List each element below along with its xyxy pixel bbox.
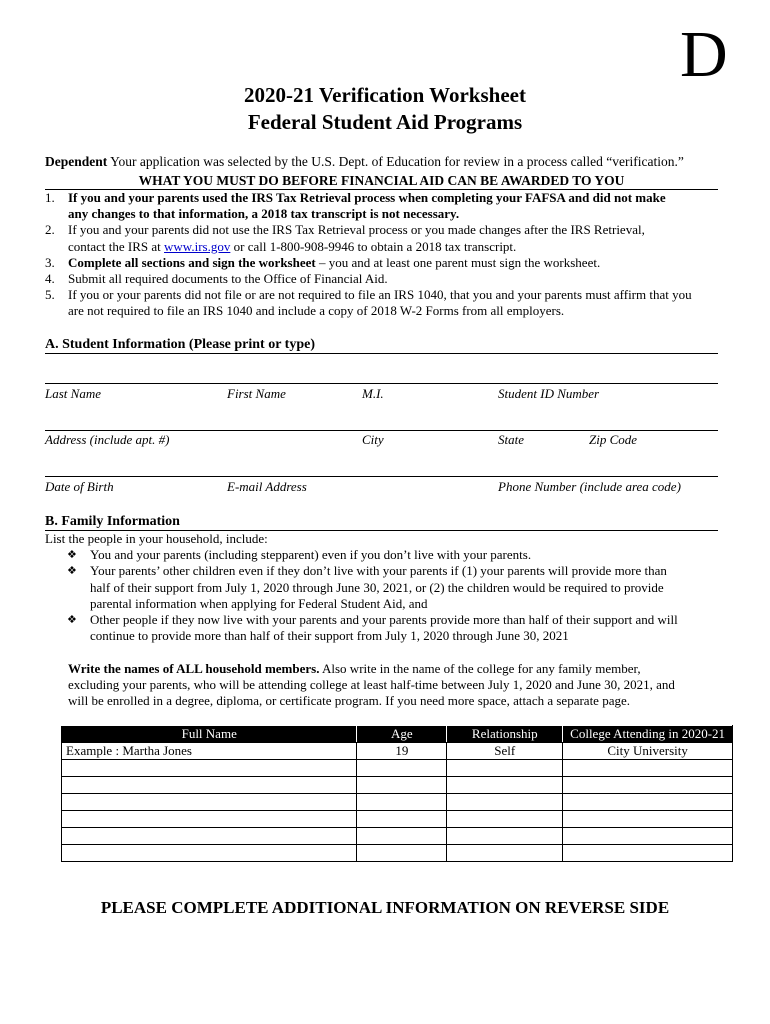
step-number: 2. xyxy=(45,222,55,238)
step-2 xyxy=(45,222,725,254)
step-text: If you or your parents did not file or are not required to file an IRS 1040, that you and your parents must affirm that you xyxy=(68,287,692,303)
intro-bold: Dependent xyxy=(45,154,108,169)
table-row xyxy=(62,794,733,811)
steps-list xyxy=(45,190,725,320)
college-cell[interactable] xyxy=(563,794,733,811)
bullet-text: Your parents’ other children even if they don’t live with your parents if (1) your parents will provide more than xyxy=(90,563,667,579)
name-cell[interactable] xyxy=(62,777,357,794)
intro-body: Your application was selected by the U.S. Dept. of Education for review in a process called “verification.” xyxy=(107,154,684,169)
relationship-cell[interactable] xyxy=(447,828,563,845)
last-name-label: Last Name xyxy=(45,386,101,401)
step-3 xyxy=(45,255,725,271)
relationship-cell[interactable] xyxy=(447,845,563,862)
table-header-row xyxy=(62,726,733,743)
relationship-cell[interactable] xyxy=(447,760,563,777)
example-age-cell: 19 xyxy=(357,743,447,760)
state-label: State xyxy=(498,432,524,447)
bullet-item xyxy=(45,612,725,644)
step-5 xyxy=(45,287,725,319)
step-text: any changes to that information, a 2018 tax transcript is not necessary. xyxy=(68,206,460,222)
table-row xyxy=(62,811,733,828)
col-header-age: Age xyxy=(357,726,447,743)
student-id-label: Student ID Number xyxy=(498,386,600,401)
bullet-text: You and your parents (including stepparent) even if you don’t live with your parents. xyxy=(90,547,532,563)
household-table xyxy=(61,725,733,862)
step-number: 1. xyxy=(45,190,55,205)
age-cell[interactable] xyxy=(357,777,447,794)
bullet-text: half of their support from July 1, 2020 through June 30, 2021, or (2) the children would be required to provide xyxy=(90,579,664,595)
college-cell[interactable] xyxy=(563,845,733,862)
table-row xyxy=(62,828,733,845)
step-bold: Complete all sections and sign the worksheet xyxy=(68,254,316,270)
step-text: If you and your parents did not use the IRS Tax Retrieval process or you made changes after the IRS Retrieval, xyxy=(68,222,645,238)
address-label: Address (include apt. #) xyxy=(45,432,170,447)
college-cell[interactable] xyxy=(563,811,733,828)
household-instructions xyxy=(68,661,728,710)
bullet-text: parental information when applying for Federal Student Aid, and xyxy=(90,595,428,611)
email-label: E-mail Address xyxy=(227,479,307,494)
age-cell[interactable] xyxy=(357,794,447,811)
college-cell[interactable] xyxy=(563,828,733,845)
section-b-heading: B. Family Information xyxy=(45,513,718,531)
relationship-cell[interactable] xyxy=(447,777,563,794)
step-1 xyxy=(45,190,725,222)
form-title: 2020-21 Verification Worksheet xyxy=(244,83,526,107)
bullet-item xyxy=(45,547,725,563)
college-cell[interactable] xyxy=(563,777,733,794)
household-instructions-text: Also write in the name of the college for any family member, xyxy=(319,661,641,676)
dob-label: Date of Birth xyxy=(45,479,114,494)
name-cell[interactable] xyxy=(62,811,357,828)
age-cell[interactable] xyxy=(357,845,447,862)
family-info xyxy=(45,531,725,644)
name-cell[interactable] xyxy=(62,828,357,845)
table-row xyxy=(62,845,733,862)
form-subtitle: Federal Student Aid Programs xyxy=(247,110,523,134)
footer-notice: PLEASE COMPLETE ADDITIONAL INFORMATION ON REVERSE SIDE xyxy=(100,898,670,917)
name-cell[interactable] xyxy=(62,845,357,862)
step-number: 5. xyxy=(45,287,55,303)
step-text: or call 1-800-908-9946 to obtain a 2018 tax transcript. xyxy=(230,238,517,254)
step-text: are not required to file an IRS 1040 and include a copy of 2018 W-2 Forms from all employers. xyxy=(68,303,565,319)
section-a-heading: A. Student Information (Please print or type) xyxy=(45,336,718,354)
bullet-text: continue to provide more than half of their support from July 1, 2020 through June 30, 2021 xyxy=(90,628,569,644)
relationship-cell[interactable] xyxy=(447,811,563,828)
college-cell[interactable] xyxy=(563,760,733,777)
step-text: If you and your parents used the IRS Tax Retrieval process when completing your FAFSA and did not make xyxy=(68,190,666,205)
household-instructions-text: will be enrolled in a degree, diploma, or certificate program. If you need more space, attach a separate page. xyxy=(68,693,630,709)
relationship-cell[interactable] xyxy=(447,794,563,811)
must-do-heading: WHAT YOU MUST DO BEFORE FINANCIAL AID CAN BE AWARDED TO YOU xyxy=(45,172,718,190)
household-instructions-text: excluding your parents, who will be attending college at least half-time between July 1, 2020 and June 30, 2021, and xyxy=(68,677,675,693)
address-line[interactable] xyxy=(45,430,718,431)
name-cell[interactable] xyxy=(62,760,357,777)
name-line[interactable] xyxy=(45,383,718,384)
col-header-relationship: Relationship xyxy=(447,726,563,743)
step-number: 3. xyxy=(45,254,55,270)
col-header-full-name: Full Name xyxy=(62,726,357,743)
diamond-bullet-icon: ❖ xyxy=(67,613,77,627)
phone-label: Phone Number (include area code) xyxy=(498,479,681,494)
family-lead: List the people in your household, include: xyxy=(45,531,268,546)
step-text: contact the IRS at xyxy=(68,238,165,254)
intro-text xyxy=(45,154,684,170)
age-cell[interactable] xyxy=(357,760,447,777)
example-college-cell: City University xyxy=(563,743,733,760)
first-name-label: First Name xyxy=(227,386,286,401)
table-row xyxy=(62,760,733,777)
age-cell[interactable] xyxy=(357,828,447,845)
name-cell[interactable] xyxy=(62,794,357,811)
step-text: – you and at least one parent must sign the worksheet. xyxy=(315,254,601,270)
contact-line[interactable] xyxy=(45,476,718,477)
zip-label: Zip Code xyxy=(589,432,638,447)
table-row xyxy=(62,777,733,794)
irs-link[interactable]: www.irs.gov xyxy=(164,238,231,254)
form-letter: D xyxy=(680,18,728,91)
step-number: 4. xyxy=(45,271,55,287)
table-row-example xyxy=(62,743,733,760)
bullet-text: Other people if they now live with your parents and your parents provide more than half of their support and will xyxy=(90,612,678,628)
step-text: Submit all required documents to the Office of Financial Aid. xyxy=(68,271,388,287)
example-name-cell: Example : Martha Jones xyxy=(62,743,357,760)
bullet-item xyxy=(45,563,725,612)
diamond-bullet-icon: ❖ xyxy=(67,564,77,578)
household-instructions-bold: Write the names of ALL household members. xyxy=(68,661,320,676)
example-relationship-cell: Self xyxy=(447,743,563,760)
city-label: City xyxy=(362,432,384,447)
mi-label: M.I. xyxy=(362,386,384,401)
col-header-college: College Attending in 2020-21 xyxy=(563,726,733,743)
step-4 xyxy=(45,271,725,287)
diamond-bullet-icon: ❖ xyxy=(67,548,77,562)
age-cell[interactable] xyxy=(357,811,447,828)
